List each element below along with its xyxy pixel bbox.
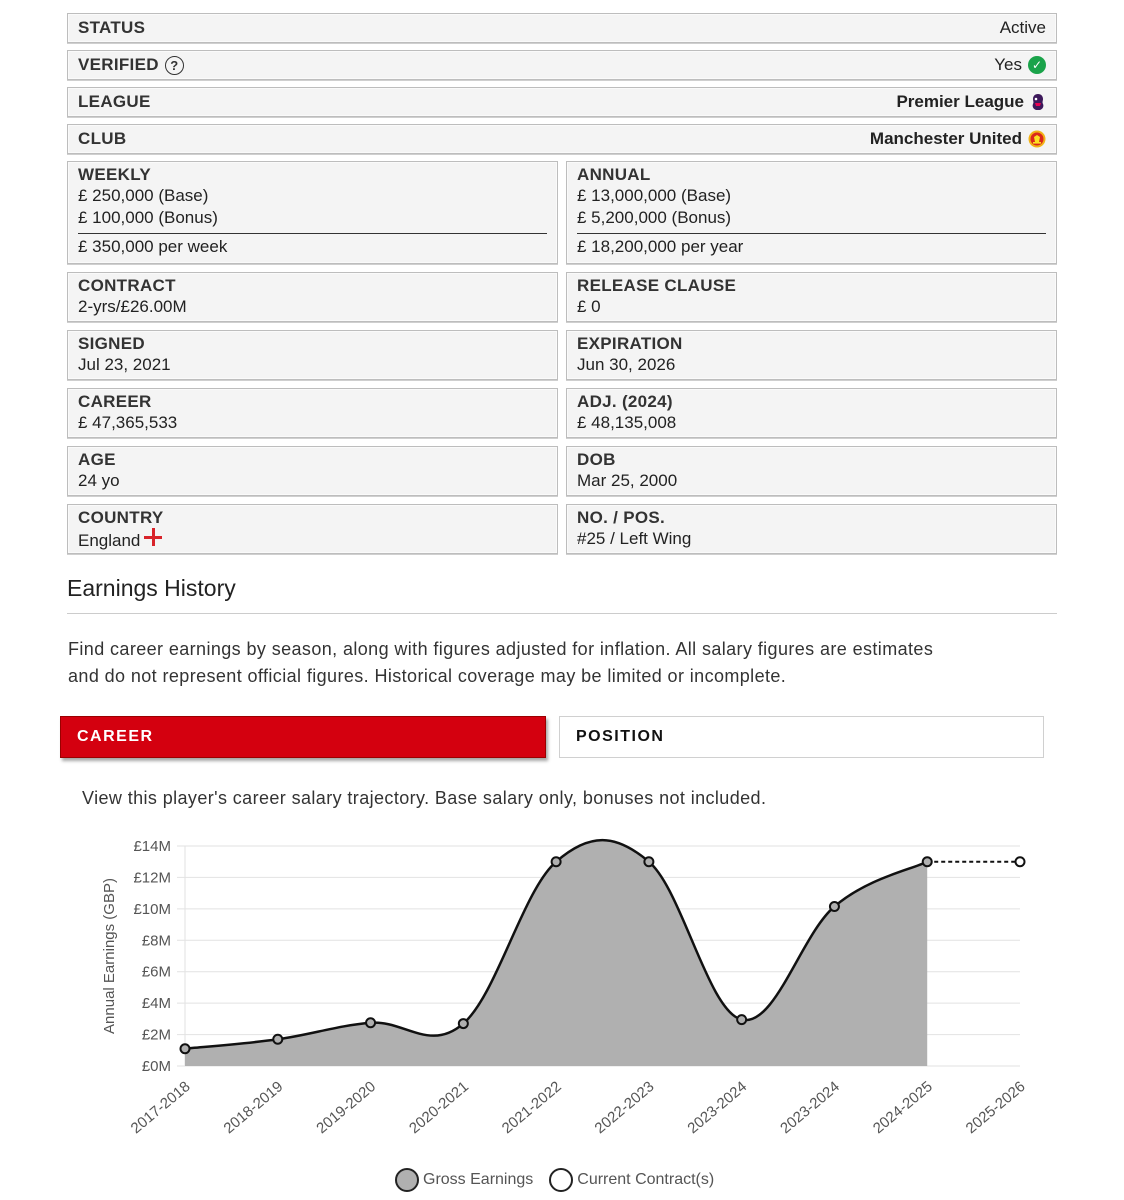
weekly-label: WEEKLY bbox=[78, 165, 151, 184]
x-tick-label: 2025-2026 bbox=[962, 1078, 1029, 1138]
check-circle-icon: ✓ bbox=[1028, 56, 1046, 74]
england-flag-icon bbox=[144, 528, 162, 546]
x-tick-label: 2018-2019 bbox=[220, 1078, 287, 1138]
legend-swatch-gross[interactable] bbox=[395, 1168, 419, 1192]
dob-card bbox=[566, 446, 1057, 496]
y-tick-label: £4M bbox=[141, 995, 171, 1013]
legend-swatch-contract[interactable] bbox=[549, 1168, 573, 1192]
legend-label-contract[interactable]: Current Contract(s) bbox=[577, 1171, 715, 1188]
player-contract-summary bbox=[67, 13, 1057, 562]
country-value: England bbox=[78, 531, 141, 550]
signed-card bbox=[67, 330, 558, 380]
annual-base: £ 13,000,000 (Base) bbox=[577, 186, 732, 205]
country-label: COUNTRY bbox=[78, 508, 164, 527]
club-value[interactable]: Manchester United bbox=[869, 129, 1022, 148]
y-tick-label: £2M bbox=[141, 1026, 171, 1044]
status-label: STATUS bbox=[78, 18, 146, 37]
league-row bbox=[67, 87, 1057, 117]
verified-value-group bbox=[994, 55, 1046, 75]
x-tick-label: 2019-2020 bbox=[313, 1078, 380, 1138]
y-tick-label: £14M bbox=[133, 838, 171, 855]
manchester-united-crest-icon bbox=[1028, 130, 1046, 148]
x-tick-label: 2024-2025 bbox=[869, 1078, 936, 1138]
number-position-value: #25 / Left Wing bbox=[577, 529, 692, 548]
premier-league-logo-icon bbox=[1030, 93, 1046, 111]
annual-bonus: £ 5,200,000 (Bonus) bbox=[577, 208, 732, 227]
expiration-label: EXPIRATION bbox=[577, 334, 683, 353]
y-tick-label: £6M bbox=[141, 963, 171, 981]
career-label: CAREER bbox=[78, 392, 152, 411]
dob-value: Mar 25, 2000 bbox=[577, 471, 678, 490]
verified-value: Yes bbox=[994, 55, 1022, 74]
verified-label-group bbox=[78, 55, 184, 75]
x-tick-label: 2023-2024 bbox=[684, 1078, 751, 1138]
age-label: AGE bbox=[78, 450, 116, 469]
x-tick-label: 2021-2022 bbox=[498, 1078, 565, 1138]
signed-value: Jul 23, 2021 bbox=[78, 355, 171, 374]
league-value-group bbox=[896, 92, 1046, 112]
gross-earnings-area bbox=[185, 840, 927, 1066]
y-tick-label: £12M bbox=[133, 869, 171, 887]
club-value-group bbox=[870, 129, 1046, 149]
expiration-value: Jun 30, 2026 bbox=[577, 355, 676, 374]
status-row bbox=[67, 13, 1057, 43]
club-row bbox=[67, 124, 1057, 154]
question-circle-icon[interactable]: ? bbox=[165, 56, 184, 75]
chart-subtitle: View this player's career salary trajectory. Base salary only, bonuses not included. bbox=[82, 788, 767, 808]
chart-legend bbox=[395, 1168, 714, 1192]
number-position-label: NO. / POS. bbox=[577, 508, 666, 527]
career-card bbox=[67, 388, 558, 438]
tab-career[interactable]: CAREER bbox=[60, 716, 546, 758]
country-card bbox=[67, 504, 558, 554]
annual-divider bbox=[577, 233, 1046, 234]
y-axis-title: Annual Earnings (GBP) bbox=[101, 878, 118, 1034]
earnings-chart bbox=[95, 830, 1055, 1165]
age-card bbox=[67, 446, 558, 496]
number-position-card bbox=[566, 504, 1057, 554]
x-tick-label: 2017-2018 bbox=[127, 1078, 194, 1138]
contract-label: CONTRACT bbox=[78, 276, 176, 295]
verified-label: VERIFIED bbox=[78, 55, 159, 74]
gross-earnings-point bbox=[181, 1044, 190, 1053]
age-value: 24 yo bbox=[78, 471, 120, 490]
release-clause-label: RELEASE CLAUSE bbox=[577, 276, 737, 295]
release-clause-card bbox=[566, 272, 1057, 322]
gross-earnings-point bbox=[830, 902, 839, 911]
gross-earnings-point bbox=[737, 1015, 746, 1024]
contract-value: 2-yrs/£26.00M bbox=[78, 297, 187, 316]
y-tick-label: £10M bbox=[133, 900, 171, 918]
league-value[interactable]: Premier League bbox=[896, 92, 1024, 111]
club-label: CLUB bbox=[78, 129, 127, 148]
x-tick-label: 2020-2021 bbox=[406, 1078, 472, 1138]
gross-earnings-point bbox=[644, 857, 653, 866]
gross-earnings-point bbox=[366, 1018, 375, 1027]
weekly-total: £ 350,000 per week bbox=[78, 237, 228, 256]
status-value: Active bbox=[999, 18, 1046, 37]
signed-label: SIGNED bbox=[78, 334, 145, 353]
adjusted-value: £ 48,135,008 bbox=[577, 413, 677, 432]
x-tick-label: 2022-2023 bbox=[591, 1078, 658, 1138]
release-clause-value: £ 0 bbox=[577, 297, 601, 316]
gross-earnings-point bbox=[552, 857, 561, 866]
dob-label: DOB bbox=[577, 450, 616, 469]
title-divider bbox=[67, 613, 1057, 614]
annual-label: ANNUAL bbox=[577, 165, 651, 184]
weekly-divider bbox=[78, 233, 547, 234]
career-value: £ 47,365,533 bbox=[78, 413, 178, 432]
gross-earnings-point bbox=[923, 857, 932, 866]
verified-row bbox=[67, 50, 1057, 80]
gross-earnings-point bbox=[459, 1019, 468, 1028]
tab-position[interactable]: POSITION bbox=[559, 716, 1044, 758]
contract-point bbox=[1016, 857, 1025, 866]
adjusted-label: ADJ. (2024) bbox=[577, 392, 673, 411]
y-tick-label: £0M bbox=[141, 1058, 171, 1075]
y-tick-label: £8M bbox=[141, 932, 171, 950]
weekly-base: £ 250,000 (Base) bbox=[78, 186, 209, 205]
earnings-history-title: Earnings History bbox=[67, 575, 236, 601]
annual-total: £ 18,200,000 per year bbox=[577, 237, 744, 256]
contract-card bbox=[67, 272, 558, 322]
adjusted-card bbox=[566, 388, 1057, 438]
legend-label-gross[interactable]: Gross Earnings bbox=[423, 1171, 534, 1188]
expiration-card bbox=[566, 330, 1057, 380]
country-value-group bbox=[78, 528, 547, 552]
gross-earnings-point bbox=[273, 1035, 282, 1044]
x-tick-label: 2023-2024 bbox=[777, 1078, 844, 1138]
annual-card bbox=[566, 161, 1057, 264]
weekly-bonus: £ 100,000 (Bonus) bbox=[78, 208, 218, 227]
weekly-card bbox=[67, 161, 558, 264]
league-label: LEAGUE bbox=[78, 92, 151, 111]
earnings-description: Find career earnings by season, along with figures adjusted for inflation. All salary figures are estimates and do not represent official figures. Historical coverage may be limited or incomplete. bbox=[68, 639, 934, 686]
